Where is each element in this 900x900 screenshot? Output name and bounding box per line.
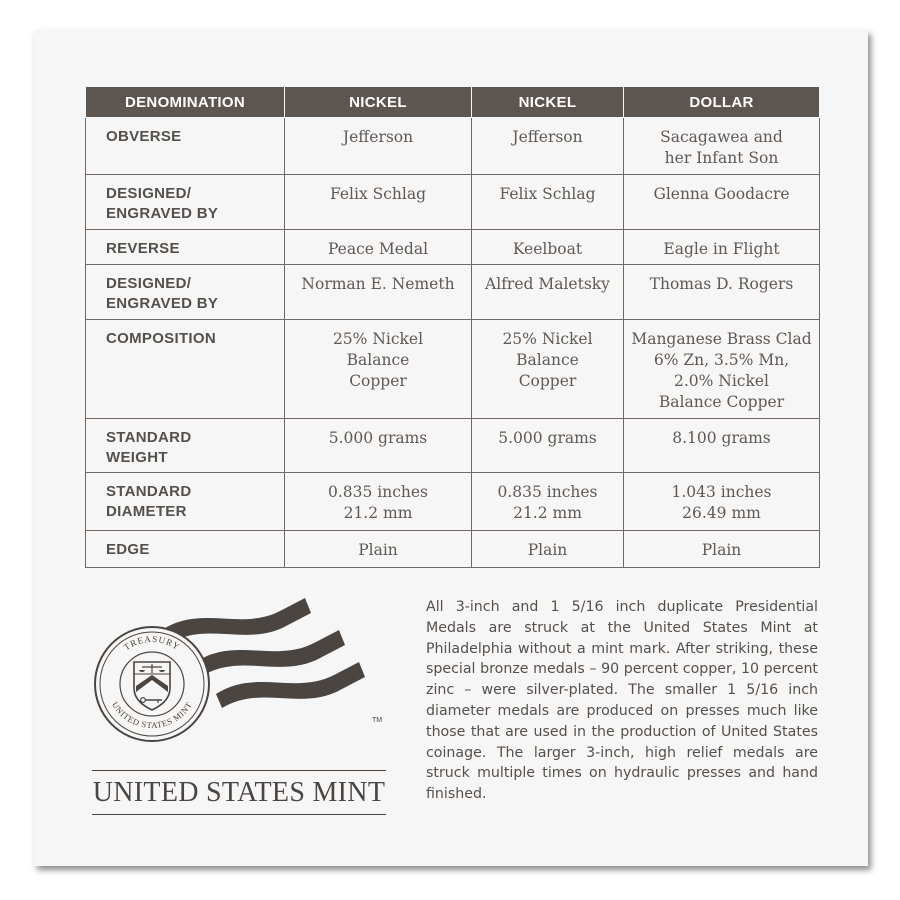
table-cell: 25% Nickel Balance Copper xyxy=(472,320,624,419)
table-cell: Jefferson xyxy=(472,118,624,175)
row-label: COMPOSITION xyxy=(86,320,285,419)
table-row-obverse xyxy=(86,118,820,175)
trademark-mark: TM xyxy=(372,717,383,724)
table-row-reverse xyxy=(86,230,820,265)
row-label: DESIGNED/ ENGRAVED BY xyxy=(86,175,285,230)
row-label: REVERSE xyxy=(86,230,285,265)
row-label: OBVERSE xyxy=(86,118,285,175)
table-cell: Alfred Maletsky xyxy=(472,265,624,320)
header-nickel-1: NICKEL xyxy=(285,87,472,118)
table-cell: Plain xyxy=(285,531,472,568)
table-cell: 8.100 grams xyxy=(624,419,820,473)
row-label: STANDARD WEIGHT xyxy=(86,419,285,473)
table-cell: Eagle in Flight xyxy=(624,230,820,265)
table-cell: Felix Schlag xyxy=(285,175,472,230)
header-nickel-2: NICKEL xyxy=(472,87,624,118)
table-cell: Keelboat xyxy=(472,230,624,265)
seal-bottom-text: UNITED STATES MINT xyxy=(109,699,195,731)
header-dollar: DOLLAR xyxy=(624,87,820,118)
table-row-diameter xyxy=(86,473,820,531)
table-row-reverse-designer xyxy=(86,265,820,320)
table-cell: Manganese Brass Clad 6% Zn, 3.5% Mn, 2.0% Nickel Balance Copper xyxy=(624,320,820,419)
table-cell: 0.835 inches 21.2 mm xyxy=(472,473,624,531)
table-cell: Jefferson xyxy=(285,118,472,175)
header-denomination: DENOMINATION xyxy=(86,87,285,118)
table-cell: Sacagawea and her Infant Son xyxy=(624,118,820,175)
table-cell: Thomas D. Rogers xyxy=(624,265,820,320)
table-cell: Felix Schlag xyxy=(472,175,624,230)
table-cell: 5.000 grams xyxy=(472,419,624,473)
row-label: STANDARD DIAMETER xyxy=(86,473,285,531)
table-cell: Norman E. Nemeth xyxy=(285,265,472,320)
table-cell: Glenna Goodacre xyxy=(624,175,820,230)
table-cell: Plain xyxy=(624,531,820,568)
info-card xyxy=(34,30,868,866)
table-cell: 1.043 inches 26.49 mm xyxy=(624,473,820,531)
table-cell: 25% Nickel Balance Copper xyxy=(285,320,472,419)
row-label: EDGE xyxy=(86,531,285,568)
table-row-obverse-designer xyxy=(86,175,820,230)
brand-wordmark: UNITED STATES MINT xyxy=(92,770,386,815)
description-paragraph: All 3-inch and 1 5/16 inch duplicate Presidential Medals are struck at the United States Mint at Philadelphia without a mint mark. After striking, these special bronze medals – 90 percent copper, 10 percent zinc – were silver-plated. The smaller 1 5/16 inch diameter medals are produced on presses much like those that are used in the production of United States coinage. The larger 3-inch, high relief medals are struck multiple times on hydraulic presses and hand finished. xyxy=(426,599,818,803)
treasury-seal-icon xyxy=(95,627,209,741)
table-header-row xyxy=(86,87,820,118)
table-row-weight xyxy=(86,419,820,473)
table-cell: 5.000 grams xyxy=(285,419,472,473)
table-cell: 0.835 inches 21.2 mm xyxy=(285,473,472,531)
table-row-edge xyxy=(86,531,820,568)
table-cell: Plain xyxy=(472,531,624,568)
specifications-table xyxy=(85,86,820,568)
seal-top-text: TREASURY xyxy=(121,633,183,653)
table-cell: Peace Medal xyxy=(285,230,472,265)
row-label: DESIGNED/ ENGRAVED BY xyxy=(86,265,285,320)
table-row-composition xyxy=(86,320,820,419)
